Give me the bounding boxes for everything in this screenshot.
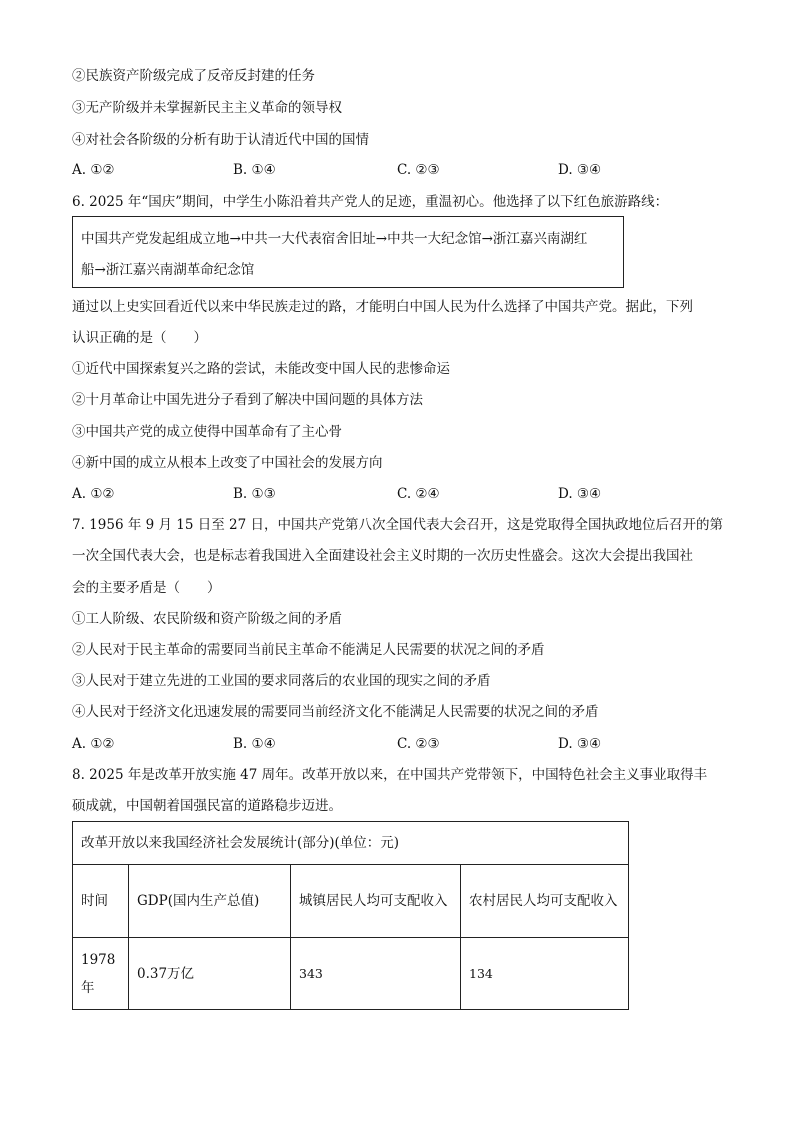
q8-stem-line-1: 8. 2025 年是改革开放实施 47 周年。改革开放以来，在中国共产党带领下，中国特色社会主义事业取得丰 — [72, 767, 708, 783]
q6-route-line-1: 中国共产党发起组成立地→中共一大代表宿舍旧址→中共一大纪念馆→浙江嘉兴南湖红 — [81, 231, 588, 247]
cell-year: 1978年 — [73, 938, 129, 1010]
q7-option-c[interactable]: C. ②③ — [397, 736, 440, 752]
table-row — [73, 938, 629, 1010]
cell-urban-income: 343 — [291, 938, 461, 1010]
q7-statement-1: ①工人阶级、农民阶级和资产阶级之间的矛盾 — [72, 611, 342, 627]
q7-statement-2: ②人民对于民主革命的需要同当前民主革命不能满足人民需要的状况之间的矛盾 — [72, 642, 545, 658]
q5-statement-3: ③无产阶级并未掌握新民主主义革命的领导权 — [72, 100, 342, 116]
cell-rural-income: 134 — [461, 938, 629, 1010]
q6-statement-1: ①近代中国探索复兴之路的尝试，未能改变中国人民的悲惨命运 — [72, 361, 450, 377]
q6-stem: 6. 2025 年“国庆”期间，中学生小陈沿着共产党人的足迹，重温初心。他选择了以下红色旅游路线： — [72, 194, 669, 210]
header-gdp: GDP(国内生产总值) — [129, 865, 291, 938]
q6-question-line-2: 认识正确的是（ ） — [72, 330, 207, 346]
q7-statement-3: ③人民对于建立先进的工业国的要求同落后的农业国的现实之间的矛盾 — [72, 673, 491, 689]
q7-option-a[interactable]: A. ①② — [72, 736, 115, 752]
q5-options — [72, 160, 632, 180]
q6-option-c[interactable]: C. ②④ — [397, 486, 440, 502]
q7-option-d[interactable]: D. ③④ — [558, 736, 602, 752]
q7-stem-line-3: 会的主要矛盾是（ ） — [72, 580, 221, 596]
q6-statement-2: ②十月革命让中国先进分子看到了解决中国问题的具体方法 — [72, 392, 423, 408]
q8-stem-line-2: 硕成就，中国朝着国强民富的道路稳步迈进。 — [72, 798, 342, 814]
q5-statement-2: ②民族资产阶级完成了反帝反封建的任务 — [72, 68, 315, 84]
q6-statement-3: ③中国共产党的成立使得中国革命有了主心骨 — [72, 424, 342, 440]
q7-stem-line-2: 一次全国代表大会，也是标志着我国进入全面建设社会主义时期的一次历史性盛会。这次大会提出我国社 — [72, 548, 693, 564]
q8-stats-table — [72, 821, 629, 1010]
q7-stem-line-1: 7. 1956 年 9 月 15 日至 27 日，中国共产党第八次全国代表大会召开，这是党取得全国执政地位后召开的第 — [72, 517, 724, 533]
q6-option-b[interactable]: B. ①③ — [233, 486, 276, 502]
cell-gdp: 0.37万亿 — [129, 938, 291, 1010]
q6-route-line-2: 船→浙江嘉兴南湖革命纪念馆 — [81, 262, 255, 278]
q5-option-d[interactable]: D. ③④ — [558, 162, 602, 178]
q6-statement-4: ④新中国的成立从根本上改变了中国社会的发展方向 — [72, 455, 383, 471]
table-caption: 改革开放以来我国经济社会发展统计(部分)(单位：元) — [73, 822, 629, 865]
header-urban-income: 城镇居民人均可支配收入 — [291, 865, 461, 938]
q6-route-box — [72, 216, 624, 288]
q5-statement-4: ④对社会各阶级的分析有助于认清近代中国的国情 — [72, 132, 369, 148]
q7-option-b[interactable]: B. ①④ — [233, 736, 276, 752]
q6-option-a[interactable]: A. ①② — [72, 486, 115, 502]
header-time: 时间 — [73, 865, 129, 938]
table-header-row — [73, 865, 629, 938]
q5-option-b[interactable]: B. ①④ — [233, 162, 276, 178]
table-caption-row — [73, 822, 629, 865]
q7-options — [72, 734, 632, 754]
q5-option-a[interactable]: A. ①② — [72, 162, 115, 178]
q5-option-c[interactable]: C. ②③ — [397, 162, 440, 178]
q7-statement-4: ④人民对于经济文化迅速发展的需要同当前经济文化不能满足人民需要的状况之间的矛盾 — [72, 704, 599, 720]
q6-question-line-1: 通过以上史实回看近代以来中华民族走过的路，才能明白中国人民为什么选择了中国共产党。据此，下列 — [72, 299, 693, 315]
q6-option-d[interactable]: D. ③④ — [558, 486, 602, 502]
q6-options — [72, 484, 632, 504]
header-rural-income: 农村居民人均可支配收入 — [461, 865, 629, 938]
